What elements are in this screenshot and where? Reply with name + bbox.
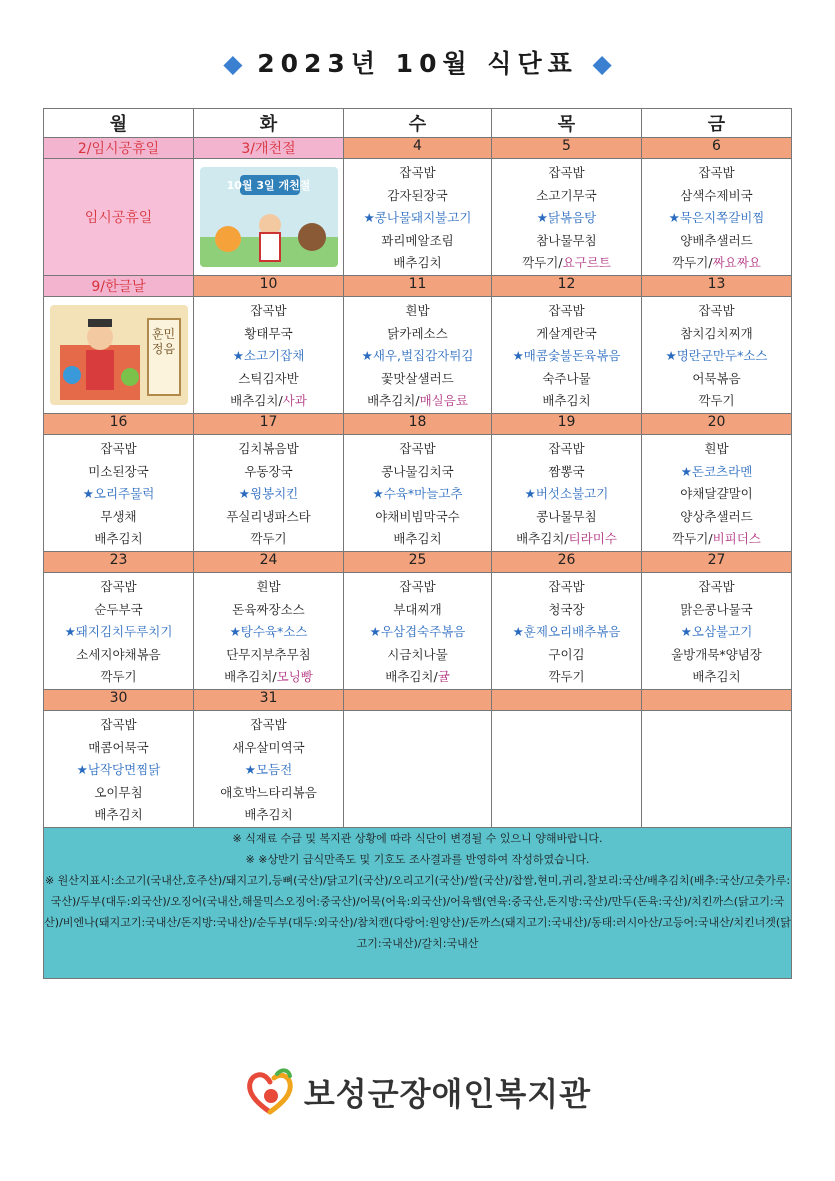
dish-name: 스틱김자반 [238, 370, 299, 386]
dish-item [194, 345, 343, 368]
empty-cell [492, 711, 642, 828]
weekday-header-tue: 화 [194, 109, 344, 138]
dish-item [344, 644, 491, 667]
date-cell [344, 690, 492, 711]
menu-cell [344, 297, 492, 414]
dish-name: 황태무국 [244, 325, 293, 341]
dish-item [194, 782, 343, 805]
menu-cell [642, 297, 792, 414]
dish-name: 잡곡밥 [548, 165, 585, 180]
dish-name: 청국장 [548, 601, 585, 617]
dessert-item: 모닝빵 [276, 669, 313, 684]
menu-cell [642, 573, 792, 690]
calendar-body [44, 138, 792, 828]
date-cell: 19 [492, 414, 642, 435]
dish-item [642, 576, 791, 599]
date-cell: 23 [44, 552, 194, 573]
dish-item [492, 252, 641, 275]
dish-name: 게살계란국 [536, 325, 597, 341]
dish-item [194, 506, 343, 529]
dish-item [642, 461, 791, 484]
dish-name: ★수육*마늘고추 [372, 486, 463, 501]
dish-name: ★새우,벌집감자튀김 [361, 348, 474, 363]
dish-name: 부대찌개 [393, 601, 442, 617]
dish-item [492, 207, 641, 230]
dessert-item: 티라미수 [568, 531, 617, 546]
dish-name: 오이무침 [94, 784, 143, 800]
empty-cell [344, 711, 492, 828]
date-cell: 18 [344, 414, 492, 435]
menu-row [44, 573, 792, 690]
dish-item [344, 252, 491, 275]
date-cell [492, 690, 642, 711]
dish-name: ★묵은지쪽갈비찜 [668, 210, 765, 225]
note-line: ※ 식재료 수급 및 복지관 상황에 따라 식단이 변경될 수 있으니 양해바랍니다. [232, 832, 603, 845]
organization-name: 보성군장애인복지관 [303, 1075, 592, 1113]
weekday-header-mon: 월 [44, 109, 194, 138]
menu-cell [492, 159, 642, 276]
menu-cell [44, 711, 194, 828]
dish-item [44, 666, 193, 689]
dish-item [642, 506, 791, 529]
dish-name: 흰밥 [704, 441, 729, 456]
dish-item [344, 461, 491, 484]
dish-item [44, 621, 193, 644]
dish-item [492, 621, 641, 644]
dish-item [492, 345, 641, 368]
dish-item [642, 162, 791, 185]
holiday-label: 임시공휴일 [84, 210, 153, 226]
dish-name: 배추김치 [692, 669, 741, 684]
heart-logo-icon [244, 1066, 296, 1118]
menu-cell [194, 435, 344, 552]
dish-name: 짬뽕국 [548, 463, 585, 479]
notes-row [44, 828, 792, 979]
menu-cell [344, 573, 492, 690]
dish-item [492, 666, 641, 689]
dish-name: 깍두기/ [672, 531, 713, 546]
menu-row [44, 435, 792, 552]
dish-name: 배추김치 [542, 393, 591, 408]
dish-item [642, 345, 791, 368]
dish-item [44, 737, 193, 760]
meal-calendar-table [43, 108, 792, 979]
dish-name: 깍두기 [100, 669, 137, 684]
dish-item [642, 599, 791, 622]
dish-name: ★돼지김치두루치기 [64, 624, 173, 639]
dish-item [642, 528, 791, 551]
dish-item [642, 185, 791, 208]
dish-item [492, 599, 641, 622]
diamond-icon-right: ◆ [592, 49, 612, 78]
dish-item [194, 461, 343, 484]
dish-item [44, 438, 193, 461]
dish-item [44, 461, 193, 484]
dish-item [344, 438, 491, 461]
dish-name: 순두부국 [94, 601, 143, 617]
dish-item [344, 576, 491, 599]
dish-name: 배추김치 [244, 807, 293, 822]
date-cell: 27 [642, 552, 792, 573]
illustration-caption: 훈민정음 [151, 327, 176, 356]
dish-name: 꽈리메알조림 [381, 232, 454, 248]
date-cell: 11 [344, 276, 492, 297]
date-cell: 6 [642, 138, 792, 159]
date-row [44, 552, 792, 573]
dish-item [194, 438, 343, 461]
dish-name: 잡곡밥 [698, 579, 735, 594]
dish-item [344, 483, 491, 506]
dish-item [44, 714, 193, 737]
page-title [0, 44, 835, 80]
dish-item [344, 207, 491, 230]
note-line: ※ ※상반기 급식만족도 및 기호도 조사결과를 반영하여 작성하였습니다. [245, 853, 590, 866]
dish-name: 야채비빔막국수 [375, 508, 460, 524]
dish-name: 닭카레소스 [387, 325, 448, 341]
dish-name: 야채달걀말이 [680, 486, 753, 501]
dish-name: 깍두기 [548, 669, 585, 684]
holiday-cell [44, 159, 194, 276]
dish-name: ★오삼불고기 [680, 624, 753, 639]
date-cell: 2/임시공휴일 [44, 138, 194, 159]
dish-item [344, 323, 491, 346]
dish-item [194, 759, 343, 782]
dish-name: 삼색수제비국 [680, 187, 753, 203]
dessert-item: 요구르트 [562, 255, 611, 270]
dish-item [194, 390, 343, 413]
date-cell: 4 [344, 138, 492, 159]
dish-name: ★버섯소불고기 [524, 486, 609, 501]
dish-name: 배추김치/ [367, 393, 420, 408]
dish-name: 배추김치 [94, 807, 143, 822]
dish-item [194, 599, 343, 622]
dish-item [492, 644, 641, 667]
diamond-icon-left: ◆ [223, 49, 243, 78]
dish-name: 잡곡밥 [250, 303, 287, 318]
date-cell: 17 [194, 414, 344, 435]
date-cell: 16 [44, 414, 194, 435]
dish-item [344, 666, 491, 689]
date-cell: 24 [194, 552, 344, 573]
dish-item [642, 368, 791, 391]
dish-item [44, 528, 193, 551]
dish-item [344, 621, 491, 644]
dish-name: ★오리주물럭 [82, 486, 155, 501]
dish-item [344, 528, 491, 551]
dish-name: 숙주나물 [542, 370, 591, 386]
dish-name: 잡곡밥 [548, 441, 585, 456]
dish-name: 우동장국 [244, 463, 293, 479]
dish-item [44, 576, 193, 599]
date-cell [642, 690, 792, 711]
note-line-origin: ※ 원산지표시:소고기(국내산,호주산)/돼지고기,등뼈(국산)/닭고기(국산)/오리고기(국산)/쌀(국산)/찹쌀,현미,귀리,찰보리:국산/배추김치(배추:국산/고춧가루:국산)/두부(대두:외국산)/오징어(국내산,해물믹스오징어:중국산)/어묵(어육:외국산)/어육햄(연육:중국산,돈지방:국산)/만두(돈육:국산)/치킨까스(닭고기:국산)/비엔나(돼지고기:국내산/돈지방:국내산)/순두부(대두:외국산)/참치캔(다랑어:원양산)/돈까스(돼지고기:국내산)/동태:러시아산/고등어:국내산/치킨너겟(닭고기:국내산)/갈치:국내산 [44, 874, 791, 950]
date-cell: 31 [194, 690, 344, 711]
dish-name: ★윙봉치킨 [238, 486, 299, 501]
dish-item [642, 621, 791, 644]
dish-name: 맑은콩나물국 [680, 601, 753, 617]
dish-name: 깍두기 [250, 531, 287, 546]
dish-item [642, 390, 791, 413]
dish-name: ★훈제오리배추볶음 [512, 624, 621, 639]
dish-name: 배추김치/ [230, 393, 283, 408]
dish-item [344, 162, 491, 185]
dish-item [44, 483, 193, 506]
menu-cell [344, 435, 492, 552]
dish-item [194, 528, 343, 551]
dish-item [642, 644, 791, 667]
dish-name: ★매콤숯불돈육볶음 [512, 348, 621, 363]
dish-item [344, 506, 491, 529]
holiday-image-cell [44, 297, 194, 414]
dish-name: 잡곡밥 [548, 303, 585, 318]
dish-name: 깍두기/ [522, 255, 563, 270]
dish-name: 깍두기/ [672, 255, 713, 270]
dish-item [194, 714, 343, 737]
dish-name: 꽃맛살샐러드 [381, 370, 454, 386]
dish-item [344, 185, 491, 208]
dish-name: 배추김치/ [224, 669, 277, 684]
date-cell: 12 [492, 276, 642, 297]
date-cell: 10 [194, 276, 344, 297]
dish-item [194, 666, 343, 689]
page-title-text: 2023년 10월 식단표 [257, 49, 578, 78]
menu-cell [492, 297, 642, 414]
dish-item [344, 230, 491, 253]
dish-item [44, 644, 193, 667]
dish-item [492, 438, 641, 461]
dish-item [44, 804, 193, 827]
dish-name: 잡곡밥 [250, 717, 287, 732]
dish-item [642, 323, 791, 346]
dish-name: 단무지부추무침 [226, 646, 311, 662]
dish-item [344, 300, 491, 323]
dish-name: ★남작당면찜닭 [76, 762, 161, 777]
dish-name: 소고기무국 [536, 187, 597, 203]
dish-name: ★명란군만두*소스 [665, 348, 768, 363]
dish-name: 감자된장국 [387, 187, 448, 203]
dish-item [194, 300, 343, 323]
dish-name: 푸실리냉파스타 [226, 508, 311, 524]
dish-item [642, 230, 791, 253]
dish-item [194, 621, 343, 644]
dish-name: 잡곡밥 [100, 579, 137, 594]
dish-item [642, 483, 791, 506]
dessert-item: 짜요짜요 [712, 255, 761, 270]
dish-item [492, 483, 641, 506]
dish-item [492, 185, 641, 208]
date-row [44, 690, 792, 711]
weekday-header-wed: 수 [344, 109, 492, 138]
date-row [44, 138, 792, 159]
dish-name: 잡곡밥 [100, 717, 137, 732]
menu-row [44, 711, 792, 828]
dish-name: ★소고기잡채 [232, 348, 305, 363]
dish-item [344, 390, 491, 413]
dish-name: 배추김치 [393, 255, 442, 270]
dish-item [44, 759, 193, 782]
dish-item [194, 737, 343, 760]
date-cell: 20 [642, 414, 792, 435]
menu-cell [492, 573, 642, 690]
dish-item [492, 461, 641, 484]
dish-name: 양배추샐러드 [680, 232, 753, 248]
dish-name: 잡곡밥 [698, 165, 735, 180]
dish-item [194, 323, 343, 346]
dish-name: 잡곡밥 [698, 303, 735, 318]
dish-name: 어묵볶음 [692, 370, 741, 386]
dish-item [44, 599, 193, 622]
menu-cell [194, 573, 344, 690]
dish-name: 배추김치/ [516, 531, 569, 546]
dish-name: 매콤어묵국 [88, 739, 149, 755]
dish-item [44, 506, 193, 529]
dish-item [492, 230, 641, 253]
illustration-caption: 10월 3일 개천절 [226, 179, 311, 192]
dish-name: 잡곡밥 [548, 579, 585, 594]
dish-name: 시금치나물 [387, 646, 448, 662]
dish-name: 미소된장국 [88, 463, 149, 479]
dessert-item: 귤 [437, 669, 450, 684]
dish-name: 잡곡밥 [100, 441, 137, 456]
menu-cell [344, 159, 492, 276]
dish-item [194, 644, 343, 667]
footer [0, 1066, 835, 1118]
menu-row [44, 159, 792, 276]
dish-item [194, 483, 343, 506]
dish-item [642, 438, 791, 461]
dish-item [344, 345, 491, 368]
dish-item [492, 300, 641, 323]
dish-item [492, 576, 641, 599]
menu-cell [492, 435, 642, 552]
dish-item [344, 599, 491, 622]
dish-name: 흰밥 [256, 579, 281, 594]
date-cell: 9/한글날 [44, 276, 194, 297]
date-cell: 26 [492, 552, 642, 573]
dish-item [344, 368, 491, 391]
dish-name: ★탕수육*소스 [229, 624, 308, 639]
dish-item [492, 368, 641, 391]
dish-name: 구이김 [548, 646, 585, 662]
menu-row [44, 297, 792, 414]
dish-name: ★콩나물돼지불고기 [363, 210, 472, 225]
dessert-item: 사과 [282, 393, 307, 408]
date-cell: 5 [492, 138, 642, 159]
hangul-day-illustration [50, 305, 188, 405]
dish-name: ★닭볶음탕 [536, 210, 597, 225]
dessert-item: 매실음료 [419, 393, 468, 408]
dish-name: 애호박느타리볶음 [220, 784, 317, 800]
dish-name: 김치볶음밥 [238, 441, 299, 456]
dish-item [194, 804, 343, 827]
dish-name: 배추김치 [94, 531, 143, 546]
dessert-item: 비피더스 [712, 531, 761, 546]
menu-cell [194, 711, 344, 828]
dish-name: ★돈코츠라멘 [680, 463, 753, 479]
dish-name: 참치김치찌개 [680, 325, 753, 341]
dish-name: 배추김치/ [385, 669, 438, 684]
weekday-header-thu: 목 [492, 109, 642, 138]
dish-item [44, 782, 193, 805]
dish-item [492, 390, 641, 413]
dish-name: ★우삼겹숙주볶음 [369, 624, 466, 639]
dish-name: 깍두기 [698, 393, 735, 408]
dish-item [492, 528, 641, 551]
dish-name: 잡곡밥 [399, 579, 436, 594]
dish-name: 참나물무침 [536, 232, 597, 248]
dish-item [492, 506, 641, 529]
dish-name: 잡곡밥 [399, 441, 436, 456]
date-cell: 30 [44, 690, 194, 711]
dish-name: 양상추샐러드 [680, 508, 753, 524]
date-cell: 13 [642, 276, 792, 297]
dish-item [642, 300, 791, 323]
menu-cell [44, 573, 194, 690]
dish-item [642, 666, 791, 689]
dish-name: 울방개묵*양념장 [671, 646, 762, 662]
menu-cell [194, 297, 344, 414]
weekday-header-row [44, 109, 792, 138]
dish-item [194, 368, 343, 391]
dish-item [492, 162, 641, 185]
dish-item [492, 323, 641, 346]
dish-name: 콩나물무침 [536, 508, 597, 524]
dish-name: 흰밥 [405, 303, 430, 318]
menu-cell [642, 159, 792, 276]
menu-cell [642, 435, 792, 552]
dish-name: 새우살미역국 [232, 739, 305, 755]
date-cell: 3/개천절 [194, 138, 344, 159]
weekday-header-fri: 금 [642, 109, 792, 138]
dish-item [642, 207, 791, 230]
dish-name: 잡곡밥 [399, 165, 436, 180]
dish-item [642, 252, 791, 275]
gaecheonjeol-illustration [200, 167, 338, 267]
dish-item [194, 576, 343, 599]
date-cell: 25 [344, 552, 492, 573]
date-row [44, 414, 792, 435]
date-row [44, 276, 792, 297]
dish-name: 배추김치 [393, 531, 442, 546]
dish-name: 콩나물김치국 [381, 463, 454, 479]
dish-name: 돈육짜장소스 [232, 601, 305, 617]
empty-cell [642, 711, 792, 828]
dish-name: 무생채 [100, 508, 137, 524]
dish-name: 소세지야채볶음 [76, 646, 161, 662]
menu-cell [44, 435, 194, 552]
dish-name: ★모듬전 [244, 762, 293, 777]
holiday-image-cell [194, 159, 344, 276]
notes-box [44, 828, 792, 979]
